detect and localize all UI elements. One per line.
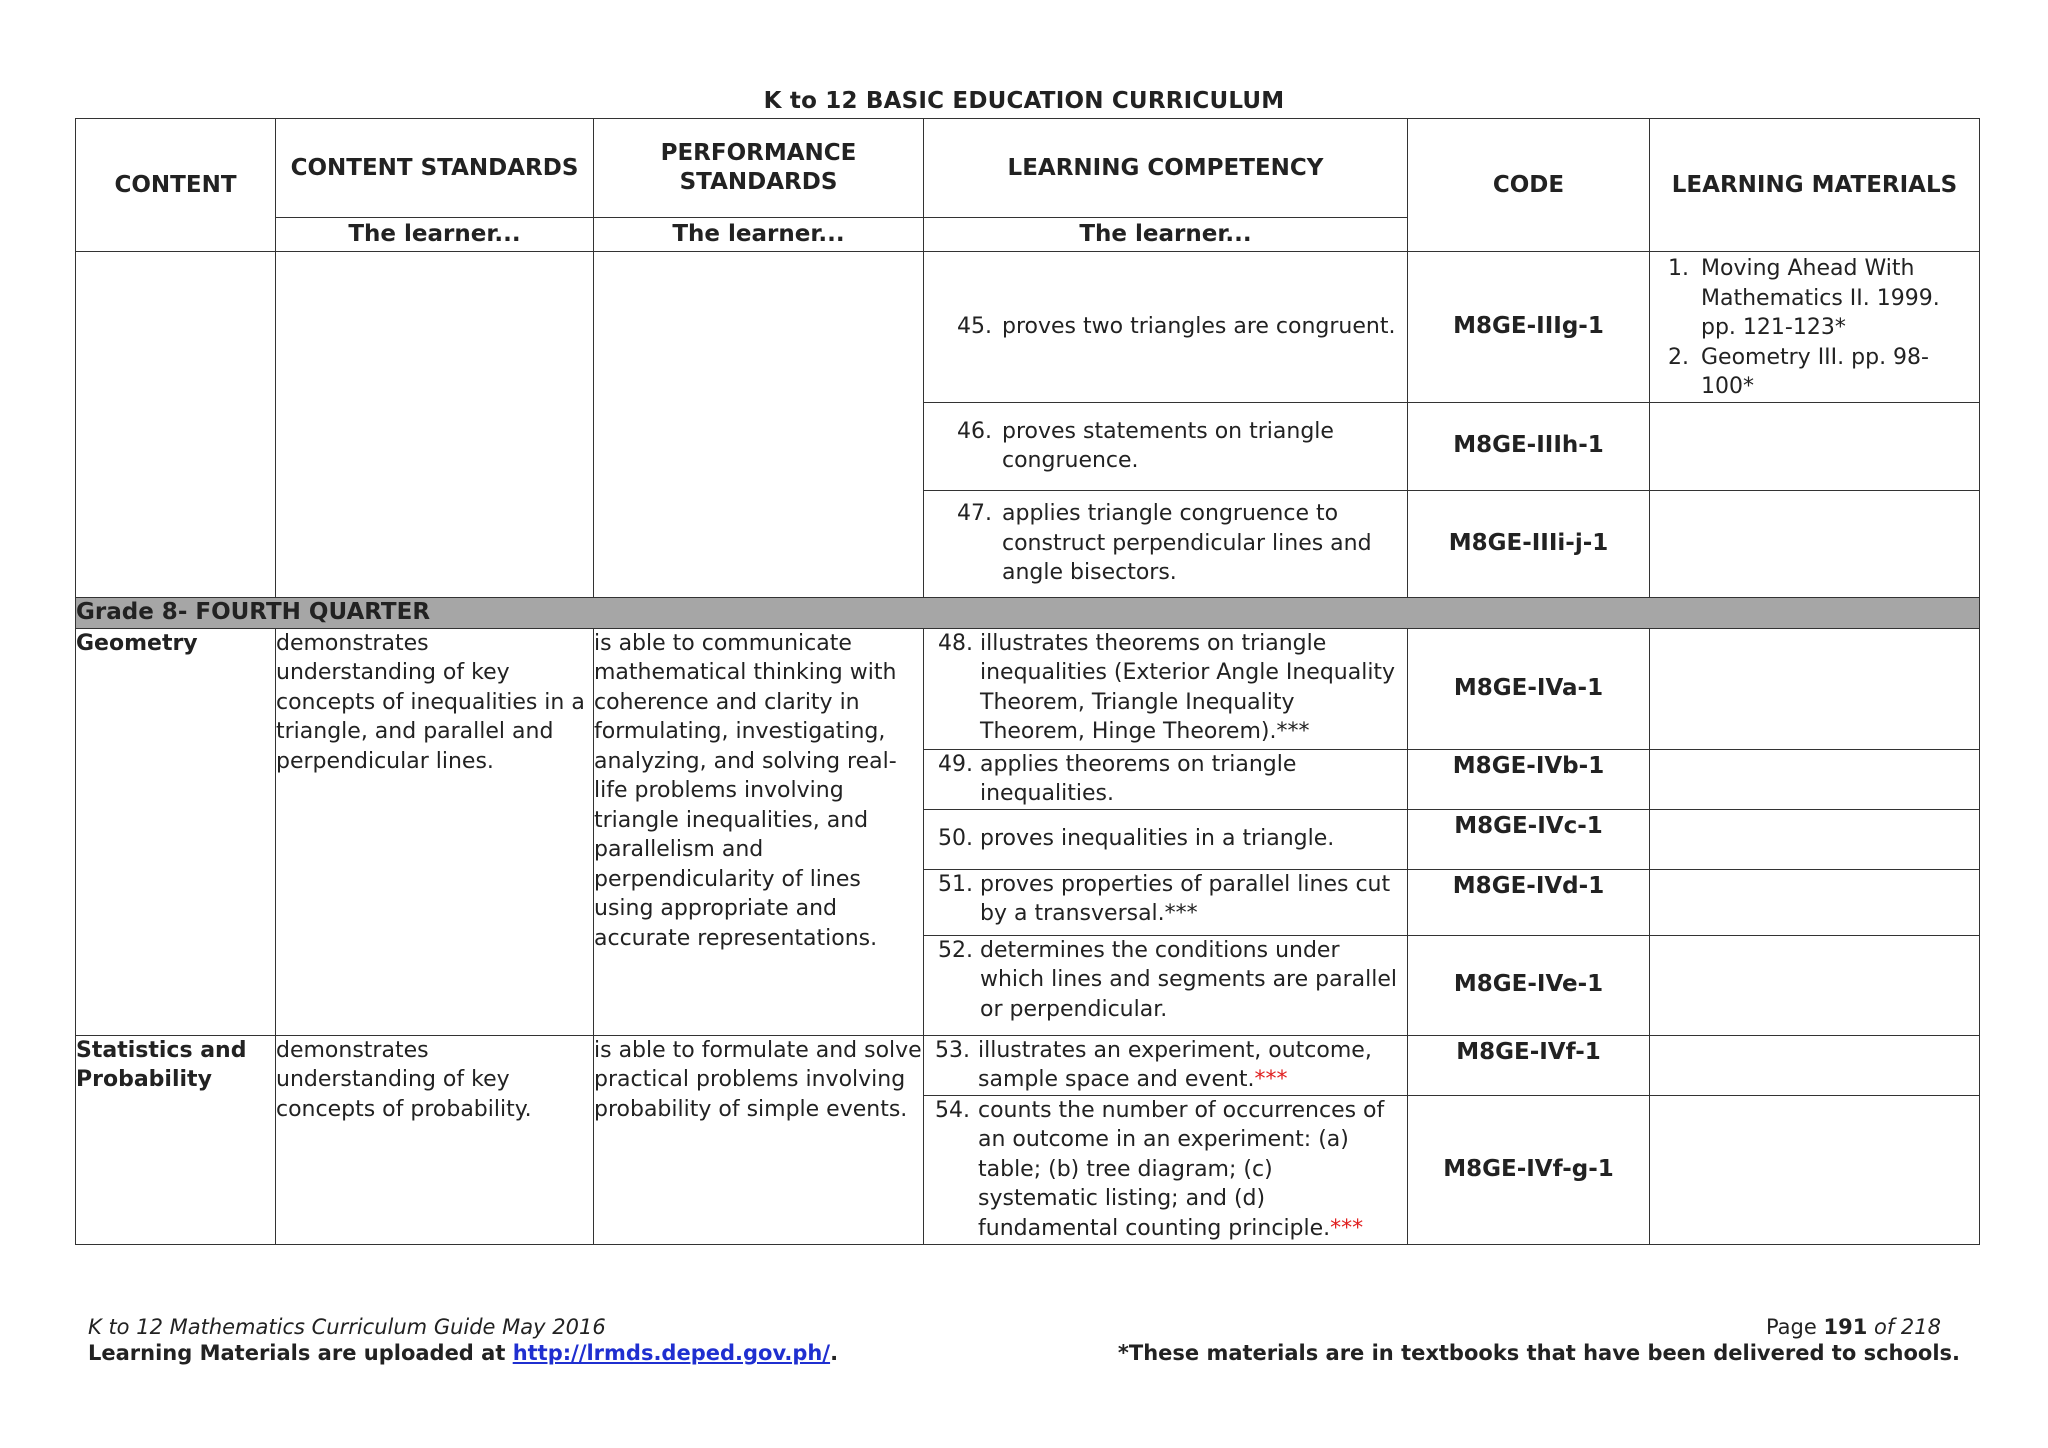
content-strand-geometry: Geometry <box>76 628 276 1035</box>
content-strand-statistics: Statistics and Probability <box>76 1035 276 1244</box>
materials-cell <box>1650 628 1980 749</box>
code-cell: M8GE-IVe-1 <box>1408 935 1650 1035</box>
content-cell-empty <box>76 252 276 598</box>
content-standard: demonstrates understanding of key concepts of probability. <box>276 1035 594 1244</box>
list-item: 1. Moving Ahead With Mathematics II. 1999. pp. 121-123* <box>1668 256 1940 340</box>
materials-note: *These materials are in textbooks that have been delivered to schools. <box>1117 1341 1960 1365</box>
competency-text: proves two triangles are congruent. <box>1002 314 1396 339</box>
list-item: 2. Geometry III. pp. 98-100* <box>1668 344 1929 399</box>
competency-cell <box>924 749 1408 809</box>
learner-label: The learner... <box>276 218 594 252</box>
materials-cell <box>1650 252 1980 403</box>
competency-text: proves inequalities in a triangle. <box>980 826 1335 852</box>
table-row <box>76 1035 1980 1095</box>
competency-cell <box>924 1035 1408 1095</box>
content-standard-cell-empty <box>276 252 594 598</box>
emphasis-mark: *** <box>1330 1215 1364 1241</box>
competency-text: applies theorems on triangle inequalities. <box>980 751 1297 806</box>
competency-number: 47. <box>957 501 992 527</box>
quarter-label: Grade 8- FOURTH QUARTER <box>76 597 1980 628</box>
materials-list <box>1650 252 1979 402</box>
content-standard: demonstrates understanding of key concepts of inequalities in a triangle, and parallel and perpendicular lines. <box>276 628 594 1035</box>
materials-cell <box>1650 402 1980 490</box>
materials-cell <box>1650 1095 1980 1244</box>
code-cell: M8GE-IVc-1 <box>1408 809 1650 869</box>
header-content-standards: CONTENT STANDARDS <box>276 119 594 218</box>
quarter-band <box>76 597 1980 628</box>
code-cell: M8GE-IIIg-1 <box>1408 252 1650 403</box>
competency-cell <box>924 402 1408 490</box>
competency-number: 48. <box>938 630 973 656</box>
materials-cell <box>1650 869 1980 935</box>
header-row <box>76 119 1980 218</box>
competency-cell <box>924 935 1408 1035</box>
performance-standard-cell-empty <box>594 252 924 598</box>
competency-number: 53. <box>935 1037 970 1063</box>
guide-title: K to 12 Mathematics Curriculum Guide May 2016 <box>88 1315 606 1339</box>
competency-number: 54. <box>935 1097 970 1123</box>
competency-cell <box>924 809 1408 869</box>
code-cell: M8GE-IIIh-1 <box>1408 402 1650 490</box>
performance-standard: is able to communicate mathematical thinking with coherence and clarity in formulating, investigating, analyzing, and solving real-life problems involving triangle inequalities, and parallelism and perpendicularity of lines using appropriate and accurate representations. <box>594 628 924 1035</box>
curriculum-table <box>75 118 1980 1245</box>
competency-cell <box>924 1095 1408 1244</box>
lrmds-link[interactable]: http://lrmds.deped.gov.ph/ <box>512 1341 831 1365</box>
footer-line-1 <box>88 1315 1960 1339</box>
competency-text: proves properties of parallel lines cut by a transversal.*** <box>980 871 1391 926</box>
competency-number: 51. <box>938 871 973 897</box>
code-cell: M8GE-IVa-1 <box>1408 628 1650 749</box>
competency-text: proves statements on triangle congruence. <box>1002 418 1334 473</box>
competency-number: 50. <box>938 826 973 852</box>
emphasis-mark: *** <box>1254 1067 1288 1092</box>
competency-number: 46. <box>957 418 992 444</box>
competency-cell <box>924 869 1408 935</box>
code-cell: M8GE-IVf-1 <box>1408 1035 1650 1095</box>
materials-cell <box>1650 809 1980 869</box>
header-code: CODE <box>1408 119 1650 252</box>
materials-cell <box>1650 749 1980 809</box>
competency-cell <box>924 628 1408 749</box>
competency-number: 45. <box>957 314 992 339</box>
header-performance-standards: PERFORMANCE STANDARDS <box>594 119 924 218</box>
competency-text: illustrates theorems on triangle inequalities (Exterior Angle Inequality Theorem, Triangle Inequality Theorem, Hinge Theorem).*** <box>980 630 1396 744</box>
materials-cell <box>1650 490 1980 597</box>
materials-cell <box>1650 935 1980 1035</box>
page-number: Page 191 of 218 <box>1765 1315 1941 1339</box>
header-learning-materials: LEARNING MATERIALS <box>1650 119 1980 252</box>
learner-label: The learner... <box>594 218 924 252</box>
competency-text: applies triangle congruence to construct perpendicular lines and angle bisectors. <box>1002 501 1372 586</box>
document-title: K to 12 BASIC EDUCATION CURRICULUM <box>763 88 1285 114</box>
competency-cell <box>924 252 1408 403</box>
materials-cell <box>1650 1035 1980 1095</box>
performance-standard: is able to formulate and solve practical problems involving probability of simple events. <box>594 1035 924 1244</box>
competency-number: 49. <box>938 751 973 777</box>
table-row <box>76 628 1980 749</box>
competency-text: counts the number of occurrences of an outcome in an experiment: (a) table; (b) tree diagram; (c) systematic listing; and (d) fundamental counting principle. <box>978 1097 1385 1241</box>
uploaded-label: Learning Materials are uploaded at <box>88 1341 513 1365</box>
code-cell: M8GE-IIIi-j-1 <box>1408 490 1650 597</box>
code-cell: M8GE-IVd-1 <box>1408 869 1650 935</box>
learner-label: The learner... <box>924 218 1408 252</box>
competency-text: illustrates an experiment, outcome, sample space and event. <box>978 1037 1372 1092</box>
footer-line-2: Learning Materials are uploaded at http://lrmds.deped.gov.ph/. *These materials are in textbooks that have been delivered to schools. <box>88 1341 1960 1365</box>
competency-text: determines the conditions under which lines and segments are parallel or perpendicular. <box>980 937 1397 1022</box>
table-row <box>76 252 1980 403</box>
header-learning-competency: LEARNING COMPETENCY <box>924 119 1408 218</box>
competency-number: 52. <box>938 937 973 963</box>
competency-cell <box>924 490 1408 597</box>
code-cell: M8GE-IVf-g-1 <box>1408 1095 1650 1244</box>
code-cell: M8GE-IVb-1 <box>1408 749 1650 809</box>
header-content: CONTENT <box>76 119 276 252</box>
